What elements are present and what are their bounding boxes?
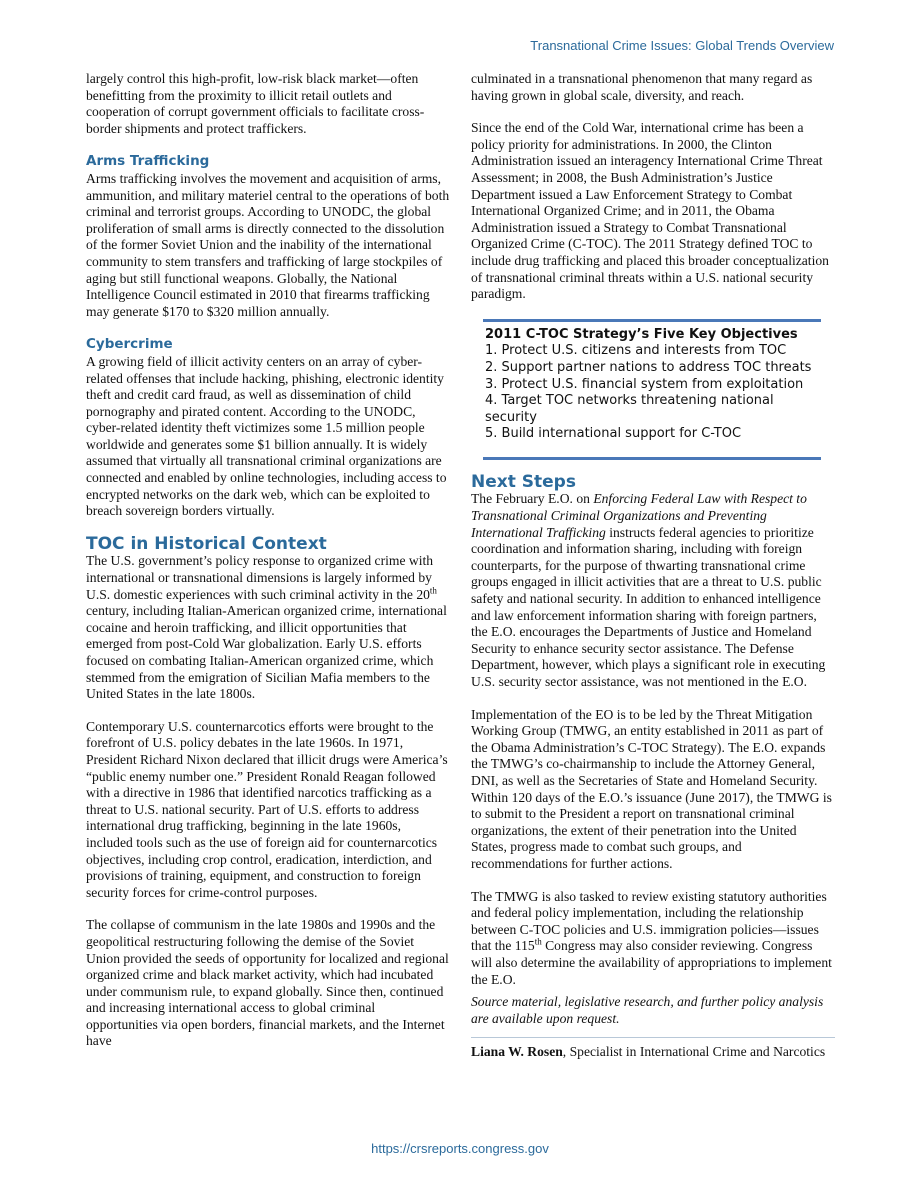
author-title: , Specialist in International Crime and Narcotics (562, 1044, 826, 1060)
continued-paragraph: culminated in a transnational phenomenon that many regard as having grown in global scale, diversity, and reach. (471, 71, 813, 103)
right-column (471, 71, 835, 1061)
source-note: Source material, legislative research, and further policy analysis are available upon request. (471, 994, 824, 1026)
cyber-paragraph: A growing field of illicit activity centers on an array of cyber-related offenses that include hacking, phishing, electronic identity theft and credit card fraud, as well as dissemination of child pornography and pirated content. According to the UNODC, cyber-related identity theft victimizes some 1.5 million people worldwide and generates some $1 billion annually. It is widely assumed that virtually all transnational criminal organizations are connected and enabled by online technologies, including access to encrypted networks on the dark web, which can be exploited to breach sovereign borders virtually. (86, 353, 447, 519)
objectives-box (483, 319, 821, 460)
next-p3-text-a: The TMWG is also tasked to review existing statutory authorities and federal policy implementation, including the relationship between C-TOC policies and U.S. immigration policies—issues that the 115 (471, 888, 827, 954)
divider (471, 1037, 835, 1038)
arms-heading: Arms Trafficking (86, 153, 210, 170)
objective-item: 3. Protect U.S. financial system from exploitation (485, 376, 804, 392)
footer-url[interactable]: https://crsreports.congress.gov (371, 1141, 549, 1156)
next-p3-sup: th (534, 936, 542, 947)
next-p1-text-a: The February E.O. on (471, 491, 594, 507)
cold-war-paragraph: Since the end of the Cold War, international crime has been a policy priority for administrations. In 2000, the Clinton Administration issued an interagency International Crime Threat Assessment; in 2008, the Bush Administration’s Justice Department issued a Law Enforcement Strategy to Combat International Organized Crime; and in 2011, the Obama Administration issued a Strategy to Combat Transnational Organized Crime (C-TOC). The 2011 Strategy defined TOC to include drug trafficking and placed this broader conceptualization of transnational criminal threats within a U.S. national security paradigm. (471, 120, 829, 302)
next-p1-text-b: instructs federal agencies to prioritize coordination and information sharing, including with foreign counterparts, for the purpose of thwarting transnational crime groups engaged in illicit activities that are a threat to U.S. public safety and national security. In addition to enhanced intelligence and law enforcement information sharing with foreign partners, the E.O. encourages the Departments of Justice and Homeland Security to enhance security sector assistance. The Defense Department, however, which plays a significant role in executing U.S. security sector assistance, was not mentioned in the E.O. (471, 524, 826, 689)
author-name: Liana W. Rosen (471, 1044, 563, 1060)
toc-p1-text-b: century, including Italian-American organized crime, international cocaine and heroin trafficking, and illicit opportunities that emerged from post-Cold War globalization. Early U.S. efforts focused on combating Italian-American organized crime, which stemmed from the emigration of Sicilian Mafia members to the United States in the late 1800s. (86, 603, 447, 702)
toc-p1-text-a: The U.S. government’s policy response to organized crime with international or transnational dimensions is largely informed by U.S. domestic experiences with such criminal activity in the 20 (86, 553, 434, 602)
toc-paragraph-3: The collapse of communism in the late 1980s and 1990s and the geopolitical restructuring following the demise of the Soviet Union provided the seeds of opportunity for localized and regional organized crime and black market activity, which had incubated under communism rule, to expand globally. Since then, continued and increasing international access to global criminal opportunities via open borders, financial markets, and the Internet have (86, 917, 449, 1049)
eo-title: Enforcing Federal Law with Respect to Transnational Criminal Organizations and Preventing International Trafficking (471, 491, 807, 540)
intro-paragraph: largely control this high-profit, low-risk black market—often benefitting from the proximity to illicit retail outlets and cooperation of corrupt government officials to facilitate cross-border shipments and protect traffickers. (86, 71, 425, 136)
objective-item: 5. Build international support for C-TOC (485, 426, 742, 442)
objective-item: 4. Target TOC networks threatening national security (485, 393, 774, 425)
next-p3-text-b: Congress may also consider reviewing. Congress will also determine the availability of appropriations to implement the E.O. (471, 938, 832, 987)
toc-paragraph-2: Contemporary U.S. counternarcotics efforts were brought to the forefront of U.S. policy debates in the late 1960s. In 1971, President Richard Nixon declared that illicit drugs were America’s “public enemy number one.” President Ronald Reagan followed with a directive in 1986 that identified narcotics trafficking as a threat to U.S. national security. Part of U.S. efforts to address international drug trafficking, beginning in the late 1960s, included tools such as the use of foreign aid for counternarcotics objectives, including crop control, eradication, interdiction, and provisions of training, equipment, and construction to foreign security forces for crime-control purposes. (86, 718, 448, 900)
next-steps-heading: Next Steps (471, 471, 576, 492)
author-credit (471, 1044, 835, 1061)
toc-p1-sup: th (429, 585, 437, 596)
next-steps-paragraph-2: Implementation of the EO is to be led by the Threat Mitigation Working Group (TMWG, an entity established in 2011 as part of the Obama Administration’s C-TOC Strategy). The E.O. expands the TMWG’s co-chairmanship to include the Attorney General, DNI, as well as the Secretaries of State and Homeland Security. Within 120 days of the E.O.’s issuance (June 2017), the TMWG is to submit to the President a report on transnational criminal organizations, the extent of their penetration into the United States, progress made to combat such groups, and recommendations for further actions. (471, 706, 832, 871)
toc-paragraph-1 (86, 553, 450, 702)
next-steps-paragraph-1 (471, 491, 835, 690)
cyber-heading: Cybercrime (86, 336, 173, 353)
running-header: Transnational Crime Issues: Global Trends Overview (530, 38, 834, 53)
objective-item: 1. Protect U.S. citizens and interests from TOC (485, 343, 787, 359)
objective-item: 2. Support partner nations to address TOC threats (485, 359, 812, 375)
left-column (86, 71, 450, 1066)
objectives-title: 2011 C-TOC Strategy’s Five Key Objectives (485, 326, 798, 342)
next-steps-paragraph-3 (471, 889, 835, 989)
toc-heading: TOC in Historical Context (86, 533, 327, 554)
arms-paragraph: Arms trafficking involves the movement and acquisition of arms, ammunition, and military materiel central to the operations of both criminal and terrorist groups. According to UNODC, the global proliferation of small arms is directly connected to the dissolution of the former Soviet Union and the inability of the international community to stem transfers and trafficking of large stockpiles of aging but still functional weapons. Globally, the National Intelligence Council estimated in 2010 that firearms trafficking may generate $170 to $320 million annually. (86, 170, 450, 319)
